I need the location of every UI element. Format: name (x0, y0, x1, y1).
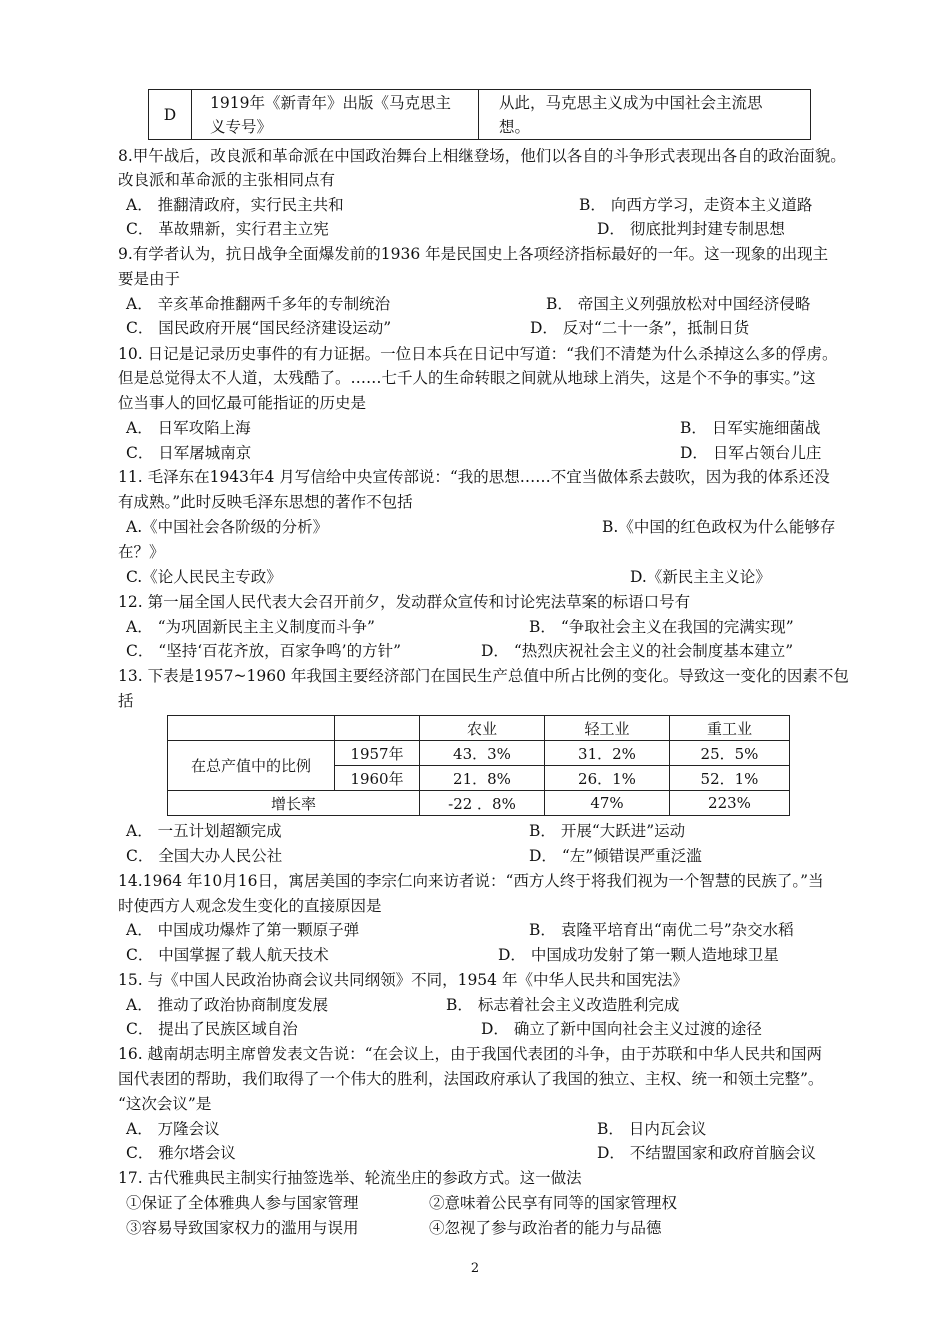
q13-1957-agriculture: 43．3% (420, 741, 545, 766)
event-line-1: 1919年《新青年》出版《马克思主 (210, 93, 451, 112)
q16-stem-3: “这次会议”是 (118, 1095, 212, 1113)
q15-stem: 15. 与《中国人民政治协商会议共同纲领》不同，1954 年《中华人民共和国宪法》 (118, 971, 688, 989)
q8-stem-1: 8.甲午战后，改良派和革命派在中国政治舞台上相继登场，他们以各自的斗争形式表现出各自的政治面貌。 (118, 147, 846, 165)
q10-stem-3: 位当事人的回忆最可能指证的历史是 (118, 394, 367, 412)
q11-option-b: B.《中国的红色政权为什么能够存 (602, 518, 836, 536)
q8-option-d: D． 彻底批判封建专制思想 (597, 220, 785, 238)
q14-option-b: B． 袁隆平培育出“南优二号”杂交水稻 (529, 921, 794, 939)
q17-statement-2: ②意味着公民享有同等的国家管理权 (429, 1194, 678, 1212)
result-cell (479, 90, 811, 140)
q16-option-c: C． 雅尔塔会议 (126, 1144, 236, 1162)
q16-option-d: D． 不结盟国家和政府首脑会议 (597, 1144, 816, 1162)
result-line-2: 想。 (499, 117, 531, 136)
q13-header-heavy-industry: 重工业 (670, 716, 790, 741)
q11-stem-2: 有成熟。”此时反映毛泽东思想的著作不包括 (118, 493, 413, 511)
q10-option-b: B． 日军实施细菌战 (680, 419, 821, 437)
q9-option-c: C． 国民政府开展“国民经济建设运动” (126, 319, 392, 337)
q13-growth-agriculture: -22 ．8% (420, 791, 545, 816)
q8-option-c: C． 革故鼎新，实行君主立宪 (126, 220, 329, 238)
q8-option-a: A． 推翻清政府，实行民主共和 (126, 196, 344, 214)
q16-stem-1: 16. 越南胡志明主席曾发表文告说：“在会议上，由于我国代表团的斗争，由于苏联和中华人民共和国两 (118, 1045, 823, 1063)
q9-option-a: A． 辛亥革命推翻两千多年的专制统治 (126, 295, 391, 313)
q10-option-c: C． 日军屠城南京 (126, 444, 252, 462)
result-line-1: 从此，马克思主义成为中国社会主流思 (499, 93, 763, 112)
q17-statement-1: ①保证了全体雅典人参与国家管理 (126, 1194, 359, 1212)
q15-option-b: B． 标志着社会主义改造胜利完成 (446, 996, 680, 1014)
q16-stem-2: 国代表团的帮助，我们取得了一个伟大的胜利，法国政府承认了我国的独立、主权、统一和领土完整”。 (118, 1070, 824, 1088)
q13-growth-heavy-industry: 223% (670, 791, 790, 816)
q13-option-a: A． 一五计划超额完成 (126, 822, 282, 840)
q13-header-light-industry: 轻工业 (545, 716, 670, 741)
q12-option-c: C． “坚持‘百花齐放，百家争鸣’的方针” (126, 642, 401, 660)
q12-option-a: A． “为巩固新民主主义制度而斗争” (126, 618, 375, 636)
q11-option-c: C.《论人民民主专政》 (126, 568, 282, 586)
event-line-2: 义专号》 (210, 117, 273, 136)
q17-stem: 17. 古代雅典民主制实行抽签选举、轮流坐庄的参政方式。这一做法 (118, 1169, 582, 1187)
q11-option-b-continued: 在？》 (118, 543, 165, 561)
q14-option-a: A． 中国成功爆炸了第一颗原子弹 (126, 921, 360, 939)
q12-option-b: B． “争取社会主义在我国的完满实现” (529, 618, 794, 636)
event-cell (192, 90, 479, 140)
q16-option-a: A． 万隆会议 (126, 1120, 220, 1138)
q13-1957-light-industry: 31．2% (545, 741, 670, 766)
q13-1960-agriculture: 21．8% (420, 766, 545, 791)
q14-option-c: C． 中国掌握了载人航天技术 (126, 946, 329, 964)
q15-option-a: A． 推动了政治协商制度发展 (126, 996, 329, 1014)
q15-option-c: C． 提出了民族区域自治 (126, 1020, 298, 1038)
q16-option-b: B． 日内瓦会议 (597, 1120, 707, 1138)
q13-option-b: B． 开展“大跃进”运动 (529, 822, 686, 840)
q8-stem-2: 改良派和革命派的主张相同点有 (118, 171, 336, 189)
q17-statement-3: ③容易导致国家权力的滥用与误用 (126, 1219, 359, 1237)
q15-option-d: D． 确立了新中国向社会主义过渡的途径 (481, 1020, 762, 1038)
q10-stem-1: 10. 日记是记录历史事件的有力证据。一位日本兵在日记中写道：“我们不清楚为什么杀掉这么多的俘虏。 (118, 345, 838, 363)
q10-option-d: D． 日军占领台儿庄 (680, 444, 822, 462)
q10-stem-2: 但是总觉得太不人道，太残酷了。……七千人的生命转眼之间就从地球上消失，这是个不争的事实。”这 (118, 369, 816, 387)
q13-option-c: C． 全国大办人民公社 (126, 847, 283, 865)
q11-option-d: D.《新民主主义论》 (630, 568, 771, 586)
q13-stem-2: 括 (118, 692, 134, 710)
q9-option-d: D． 反对“二十一条”，抵制日货 (530, 319, 750, 337)
q13-1960-heavy-industry: 52．1% (670, 766, 790, 791)
q13-table (167, 715, 790, 816)
q9-stem-1: 9.有学者认为，抗日战争全面爆发前的1936 年是民国史上各项经济指标最好的一年。这一现象的出现主 (118, 245, 829, 263)
q13-option-d: D． “左”倾错误严重泛滥 (529, 847, 702, 865)
q9-option-b: B． 帝国主义列强放松对中国经济侵略 (546, 295, 811, 313)
q9-stem-2: 要是由于 (118, 270, 181, 288)
q13-1957-heavy-industry: 25．5% (670, 741, 790, 766)
q14-stem-1: 14.1964 年10月16日，寓居美国的李宗仁向来访者说：“西方人终于将我们视为一个智慧的民族了。”当 (118, 872, 824, 890)
q14-option-d: D． 中国成功发射了第一颗人造地球卫星 (498, 946, 779, 964)
q11-stem-1: 11. 毛泽东在1943年4 月写信给中央宣传部说：“我的思想……不宜当做体系去鼓吹，因为我的体系还没 (118, 468, 830, 486)
q13-year-1960: 1960年 (335, 766, 420, 791)
q8-option-b: B． 向西方学习，走资本主义道路 (579, 196, 813, 214)
question-7-table-row-d (148, 89, 811, 140)
page-number: 2 (470, 1261, 480, 1276)
q12-stem: 12. 第一届全国人民代表大会召开前夕，发动群众宣传和讨论宪法草案的标语口号有 (118, 593, 691, 611)
q11-option-a: A.《中国社会各阶级的分析》 (126, 518, 329, 536)
q13-growth-light-industry: 47% (545, 791, 670, 816)
q13-growth-label: 增长率 (168, 791, 420, 816)
q13-year-1957: 1957年 (335, 741, 420, 766)
q13-header-agriculture: 农业 (420, 716, 545, 741)
q10-option-a: A． 日军攻陷上海 (126, 419, 251, 437)
q12-option-d: D． “热烈庆祝社会主义的社会制度基本建立” (481, 642, 794, 660)
q13-stem-1: 13. 下表是1957~1960 年我国主要经济部门在国民生产总值中所占比例的变化。导致这一变化的因素不包 (118, 667, 849, 685)
q13-1960-light-industry: 26．1% (545, 766, 670, 791)
row-label: D (149, 90, 192, 140)
q14-stem-2: 时使西方人观念发生变化的直接原因是 (118, 897, 382, 915)
q17-statement-4: ④忽视了参与政治者的能力与品德 (429, 1219, 662, 1237)
q13-row-label: 在总产值中的比例 (168, 741, 335, 791)
